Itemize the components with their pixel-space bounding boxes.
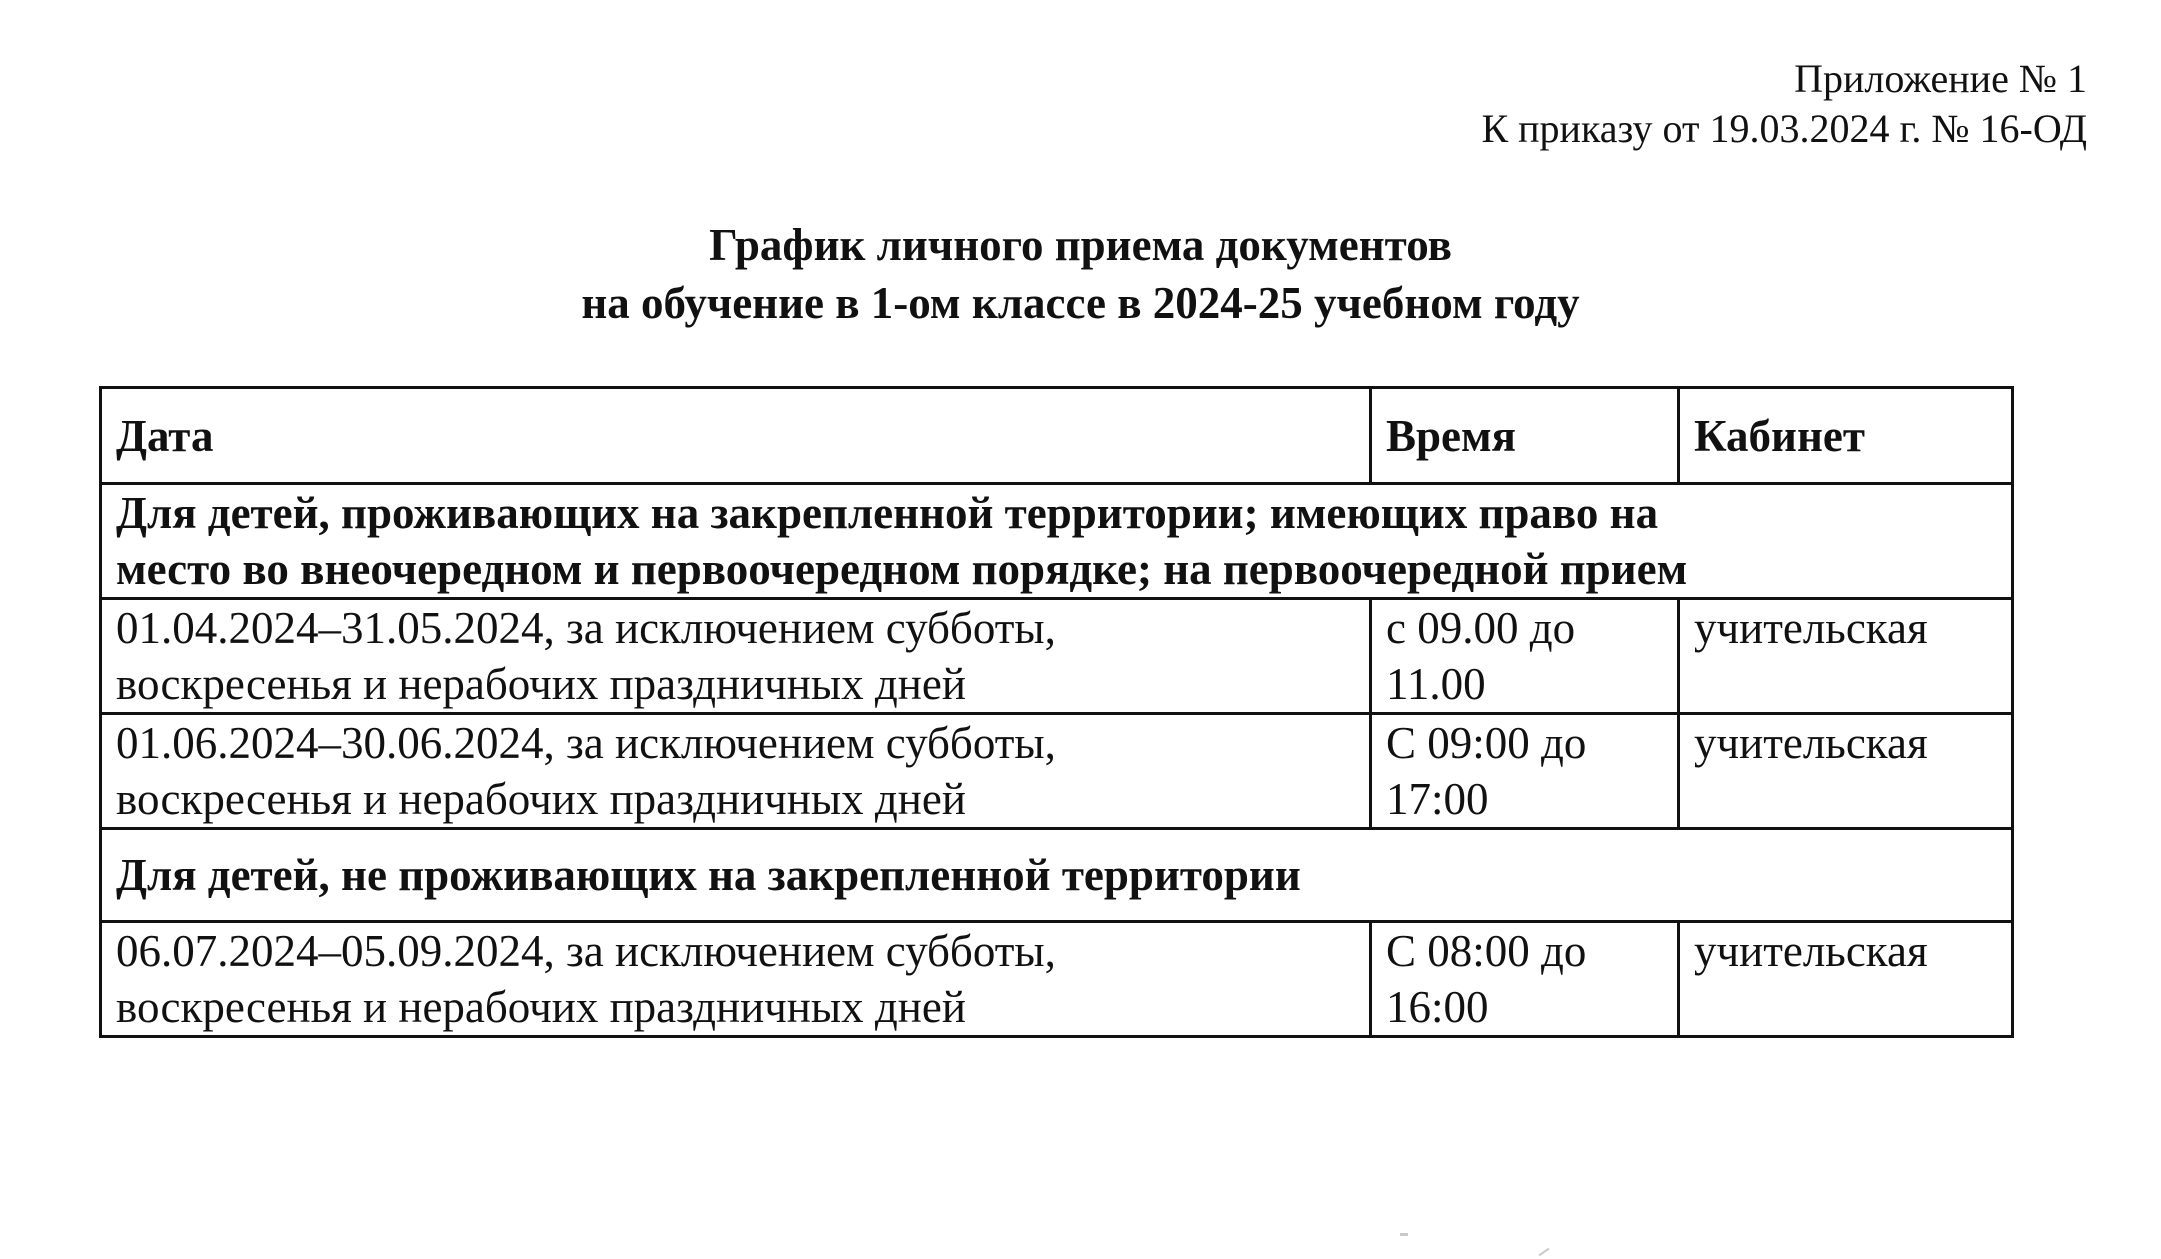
section-non-residents-cell: Для детей, не проживающих на закрепленной территории xyxy=(101,829,2013,922)
date-exceptions: воскресенья и нерабочих праздничных дней xyxy=(116,659,966,709)
appendix-reference xyxy=(1481,54,2087,154)
scan-speck xyxy=(1400,1233,1408,1236)
time-cell xyxy=(1371,714,1679,829)
time-cell xyxy=(1371,599,1679,714)
order-reference: К приказу от 19.03.2024 г. № 16-ОД xyxy=(1481,106,2087,151)
section-residents-line-1: Для детей, проживающих на закрепленной территории; имеющих право на xyxy=(116,488,1659,538)
title-line-1: График личного приема документов xyxy=(709,220,1452,270)
title-line-2: на обучение в 1-ом классе в 2024-25 учебном году xyxy=(581,278,1580,328)
table-row xyxy=(101,922,2013,1037)
room-cell: учительская xyxy=(1679,922,2013,1037)
header-room: Кабинет xyxy=(1679,388,2013,484)
table-row xyxy=(101,714,2013,829)
time-end: 16:00 xyxy=(1386,982,1489,1032)
header-date: Дата xyxy=(101,388,1371,484)
appendix-number: Приложение № 1 xyxy=(1794,56,2087,101)
date-cell xyxy=(101,922,1371,1037)
section-residents-cell xyxy=(101,484,2013,599)
section-row-residents xyxy=(101,484,2013,599)
section-row-non-residents xyxy=(101,829,2013,922)
table-row xyxy=(101,599,2013,714)
date-cell xyxy=(101,599,1371,714)
room-cell: учительская xyxy=(1679,599,2013,714)
date-exceptions: воскресенья и нерабочих праздничных дней xyxy=(116,982,966,1032)
date-range: 06.07.2024–05.09.2024, за исключением субботы, xyxy=(116,926,1056,976)
schedule-table xyxy=(99,386,2014,1038)
time-start: С 09:00 до xyxy=(1386,718,1587,768)
date-exceptions: воскресенья и нерабочих праздничных дней xyxy=(116,774,966,824)
time-end: 17:00 xyxy=(1386,774,1489,824)
scan-speck xyxy=(1539,1248,1550,1257)
date-cell xyxy=(101,714,1371,829)
time-start: С 08:00 до xyxy=(1386,926,1587,976)
date-range: 01.06.2024–30.06.2024, за исключением субботы, xyxy=(116,718,1056,768)
section-residents-line-2: место во внеочередном и первоочередном порядке; на первоочередной прием xyxy=(116,544,1688,594)
time-end: 11.00 xyxy=(1386,659,1486,709)
time-cell xyxy=(1371,922,1679,1037)
time-start: с 09.00 до xyxy=(1386,603,1576,653)
date-range: 01.04.2024–31.05.2024, за исключением субботы, xyxy=(116,603,1056,653)
room-cell: учительская xyxy=(1679,714,2013,829)
table-header-row xyxy=(101,388,2013,484)
header-time: Время xyxy=(1371,388,1679,484)
document-title xyxy=(0,216,2161,332)
